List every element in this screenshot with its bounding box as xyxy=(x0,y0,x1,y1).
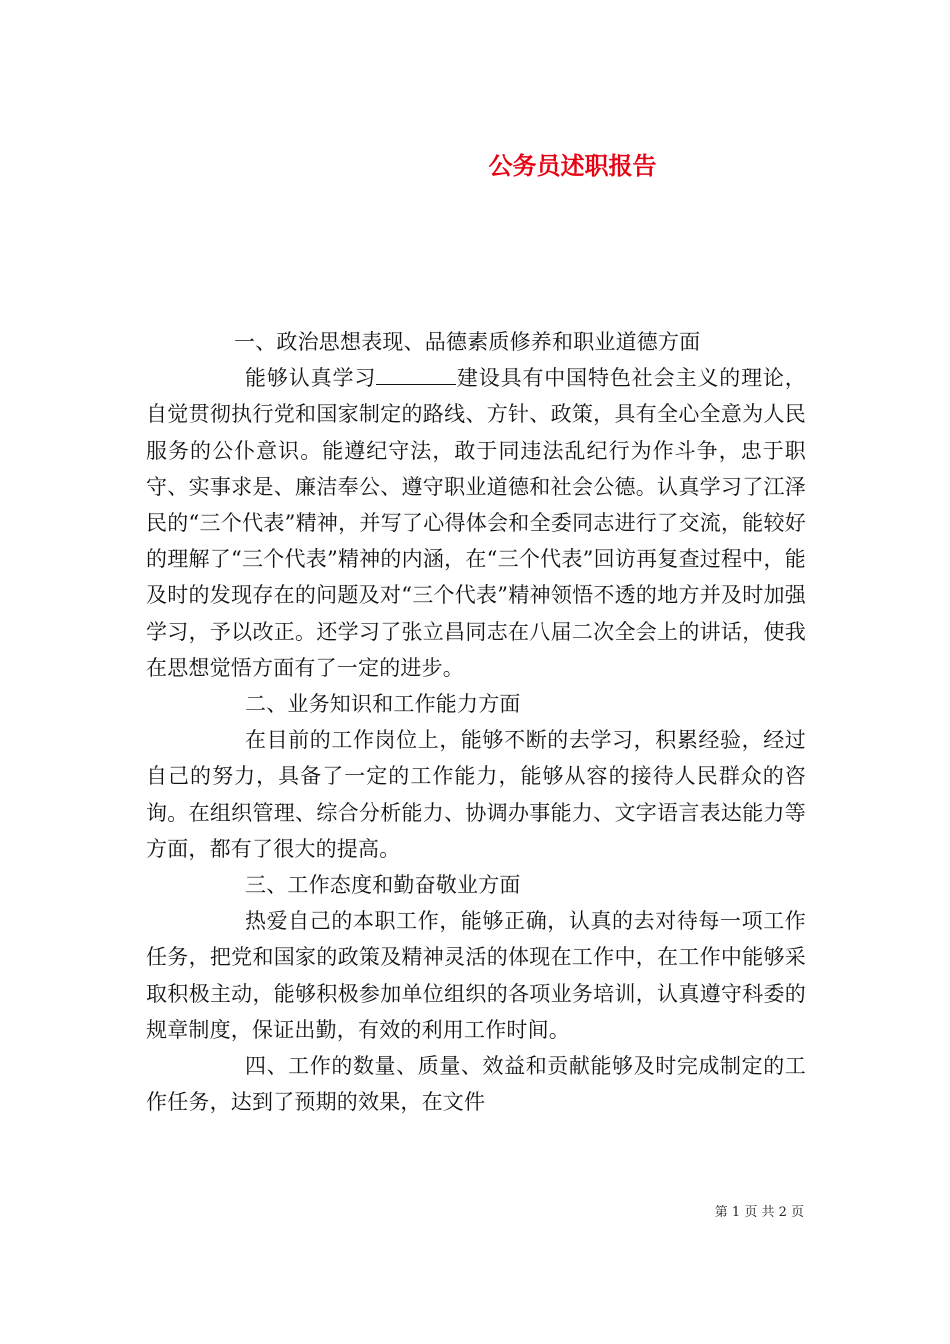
page-title: 公务员述职报告 xyxy=(488,151,657,181)
page-number: 第 1 页 共 2 页 xyxy=(714,1205,804,1220)
section-1-paragraph xyxy=(146,360,806,686)
section-1-text-start: 能够认真学习 xyxy=(245,366,377,391)
section-3-heading: 三、工作态度和勤奋敬业方面 xyxy=(245,873,521,898)
document-body xyxy=(146,324,806,1120)
section-2-paragraph: 在目前的工作岗位上，能够不断的去学习，积累经验，经过自己的努力，具备了一定的工作能力，能够从容的接待人民群众的咨询。在组织管理、综合分析能力、协调办事能力、文字语言表达能力等方面，都有了很大的提高。 xyxy=(146,728,806,861)
section-2-heading: 二、业务知识和工作能力方面 xyxy=(245,692,521,717)
section-1-heading: 一、政治思想表现、品德素质修养和职业道德方面 xyxy=(234,330,701,354)
section-3-paragraph: 热爱自己的本职工作，能够正确，认真的去对待每一项工作任务，把党和国家的政策及精神灵活的体现在工作中，在工作中能够采取积极主动，能够积极参加单位组织的各项业务培训，认真遵守科委的规章制度，保证出勤，有效的利用工作时间。 xyxy=(146,909,806,1042)
section-1-text-rest: 建设具有中国特色社会主义的理论，自觉贯彻执行党和国家制定的路线、方针、政策，具有全心全意为人民服务的公仆意识。能遵纪守法，敢于同违法乱纪行为作斗争，忠于职守、实事求是、廉洁奉公、遵守职业道德和社会公德。认真学习了江泽民的“三个代表”精神，并写了心得体会和全委同志进行了交流，能较好的理解了“三个代表”精神的内涵，在“三个代表”回访再复查过程中，能及时的发现存在的问题及对“三个代表”精神领悟不透的地方并及时加强学习，予以改正。还学习了张立昌同志在八届二次全会上的讲话，使我在思想觉悟方面有了一定的进步。 xyxy=(146,366,806,680)
fill-in-blank xyxy=(376,366,456,385)
section-4-paragraph: 四、工作的数量、质量、效益和贡献能够及时完成制定的工作任务，达到了预期的效果，在文件 xyxy=(146,1054,806,1115)
